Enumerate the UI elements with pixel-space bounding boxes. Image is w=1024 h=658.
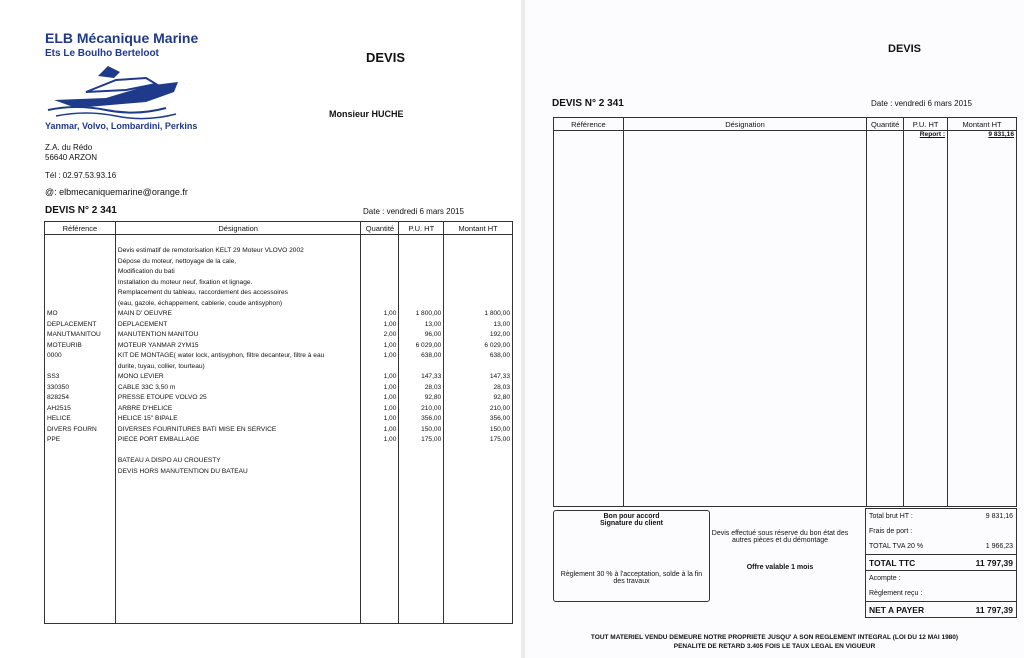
- table-header-row-page-2: [554, 118, 1017, 131]
- cell-pu: [399, 235, 444, 246]
- approval-box: [553, 510, 710, 602]
- cell-qty: [361, 277, 399, 288]
- cell-designation: PIECE PORT EMBALLAGE: [115, 435, 361, 446]
- col-header-unit-price: P.U. HT: [399, 222, 444, 235]
- totals-value: 11 797,39: [975, 604, 1013, 615]
- offer-validity: Offre valable 1 mois: [746, 564, 814, 571]
- cell-amount: 356,00: [444, 414, 513, 425]
- company-name: ELB Mécanique Marine: [45, 30, 199, 46]
- cell-amount: [444, 445, 513, 456]
- cell-ref: [45, 361, 116, 372]
- signature-label: Signature du client: [599, 520, 663, 527]
- cell-ref: AH2515: [45, 403, 116, 414]
- cell-amount: [444, 246, 513, 257]
- cell-amount: [444, 361, 513, 372]
- totals-row: [866, 539, 1017, 555]
- cell-ref: MO: [45, 309, 116, 320]
- cell-designation: Dépose du moteur, nettoyage de la cale,: [115, 256, 361, 267]
- cell-designation: MOTEUR YANMAR 2YM15: [115, 340, 361, 351]
- cell-ref: 330350: [45, 382, 116, 393]
- col-header-designation: Désignation: [115, 222, 361, 235]
- totals-label: Acompte :: [869, 575, 901, 582]
- items-table-page-2: [553, 117, 1017, 507]
- cell-pu: 13,00: [399, 319, 444, 330]
- cell-pu: 638,00: [399, 351, 444, 362]
- address-line-2: 56640 ARZON: [45, 153, 98, 162]
- cell-amount: [444, 235, 513, 246]
- cell-qty: 1,00: [361, 435, 399, 446]
- table-row: [45, 435, 513, 446]
- footer-penalty: PENALITE DE RETARD 3.405 FOIS LE TAUX LEGAL EN VIGUEUR: [673, 643, 876, 650]
- cell-qty: 2,00: [361, 330, 399, 341]
- cell-pu: 6 029,00: [399, 340, 444, 351]
- cell-qty: [361, 456, 399, 467]
- cell-designation: Installation du moteur neuf, fixation et lignage.: [115, 277, 361, 288]
- col-header-amount-p2: Montant HT: [948, 118, 1017, 131]
- table-row: [45, 403, 513, 414]
- cell-designation: MONO LEVIER: [115, 372, 361, 383]
- cell-amount: [444, 256, 513, 267]
- cell-qty: [361, 298, 399, 309]
- cell-amount: 150,00: [444, 424, 513, 435]
- cell-designation: BATEAU A DISPO AU CROUESTY: [115, 456, 361, 467]
- totals-label: Total brut HT :: [869, 513, 913, 520]
- cell-amount: 6 029,00: [444, 340, 513, 351]
- cell-designation: Remplacement du tableau, raccordement des accessoires: [115, 288, 361, 299]
- cell-pu: [399, 445, 444, 456]
- totals-label: TOTAL TTC: [869, 557, 916, 568]
- totals-label: NET A PAYER: [869, 604, 925, 615]
- cell-ref: HELICE: [45, 414, 116, 425]
- totals-value: 9 831,16: [985, 513, 1013, 520]
- cell-designation: DEPLACEMENT: [115, 319, 361, 330]
- col-header-amount: Montant HT: [444, 222, 513, 235]
- cell-ref: 0000: [45, 351, 116, 362]
- cell-designation: HELICE 15" BIPALE: [115, 414, 361, 425]
- totals-value: [954, 524, 1017, 539]
- cell-pu: [399, 277, 444, 288]
- cell-amount: 192,00: [444, 330, 513, 341]
- report-value: 9 831,16: [948, 131, 1017, 142]
- cell-pu: 28,03: [399, 382, 444, 393]
- reserve-note: Devis effectué sous réserve du bon état des autres pièces et du démontage: [711, 530, 849, 544]
- cell-qty: 1,00: [361, 309, 399, 320]
- cell-amount: [444, 288, 513, 299]
- cell-pu: 147,33: [399, 372, 444, 383]
- cell-amount: [444, 277, 513, 288]
- col-header-quantity-p2: Quantité: [867, 118, 904, 131]
- col-header-quantity: Quantité: [361, 222, 399, 235]
- cell-pu: [399, 456, 444, 467]
- cell-amount: [444, 298, 513, 309]
- cell-qty: [361, 235, 399, 246]
- table-row: [45, 466, 513, 477]
- table-row: [45, 340, 513, 351]
- table-row: [45, 372, 513, 383]
- table-row: [45, 319, 513, 330]
- cell-designation: PRESSE ETOUPE VOLVO 25: [115, 393, 361, 404]
- cell-qty: [361, 288, 399, 299]
- table-row: [45, 235, 513, 246]
- cell-ref: [45, 267, 116, 278]
- cell-ref: [45, 256, 116, 267]
- totals-row: [866, 555, 1017, 571]
- table-row: [45, 246, 513, 257]
- cell-designation: MANUTENTION MANITOU: [115, 330, 361, 341]
- totals-value: 11 797,39: [975, 557, 1013, 568]
- cell-pu: [399, 246, 444, 257]
- cell-designation: CABLE 33C 3,50 m: [115, 382, 361, 393]
- cell-amount: 638,00: [444, 351, 513, 362]
- cell-ref: [45, 456, 116, 467]
- company-brands: Yanmar, Volvo, Lombardini, Perkins: [45, 121, 198, 131]
- cell-ref: [45, 246, 116, 257]
- totals-label: TOTAL TVA 20 %: [869, 543, 924, 550]
- cell-pu: 92,80: [399, 393, 444, 404]
- devis-number-page-2: DEVIS N° 2 341: [552, 98, 624, 109]
- devis-date: Date : vendredi 6 mars 2015: [363, 207, 464, 216]
- cell-amount: [444, 466, 513, 477]
- cell-pu: 356,00: [399, 414, 444, 425]
- cell-pu: 150,00: [399, 424, 444, 435]
- address-line-1: Z.A. du Rédo: [45, 143, 93, 152]
- footer-ownership: TOUT MATERIEL VENDU DEMEURE NOTRE PROPRIETE JUSQU' A SON REGLEMENT INTEGRAL (LOI DU 12 MAI 1980): [590, 634, 959, 641]
- totals-value: [954, 571, 1017, 587]
- cell-amount: 28,03: [444, 382, 513, 393]
- table-row: [45, 361, 513, 372]
- totals-row: [866, 586, 1017, 602]
- devis-number: DEVIS N° 2 341: [45, 205, 117, 216]
- cell-ref: [45, 277, 116, 288]
- table-row: [45, 445, 513, 456]
- cell-designation: durite, tuyau, collier, tourteau): [115, 361, 361, 372]
- devis-date-page-2: Date : vendredi 6 mars 2015: [871, 99, 972, 108]
- cell-ref: [45, 298, 116, 309]
- cell-designation: (eau, gazole, échappement, cablerie, coude antisyphon): [115, 298, 361, 309]
- cell-amount: 1 800,00: [444, 309, 513, 320]
- cell-designation: KIT DE MONTAGE( water lock, antisyphon, filtre decanteur, filtre à eau: [115, 351, 361, 362]
- totals-row: [866, 509, 1017, 525]
- cell-ref: [45, 235, 116, 246]
- table-filler-row: [45, 477, 513, 624]
- cell-qty: [361, 267, 399, 278]
- cell-qty: [361, 256, 399, 267]
- report-row: [554, 131, 1017, 142]
- cell-qty: [361, 466, 399, 477]
- cell-qty: 1,00: [361, 340, 399, 351]
- totals-row: [866, 524, 1017, 539]
- col-header-designation-p2: Désignation: [623, 118, 866, 131]
- cell-pu: 1 800,00: [399, 309, 444, 320]
- cell-amount: 13,00: [444, 319, 513, 330]
- phone-number: Tél : 02.97.53.93.16: [45, 171, 117, 180]
- cell-pu: [399, 466, 444, 477]
- table-row: [45, 277, 513, 288]
- table-row: [45, 393, 513, 404]
- cell-ref: DIVERS FOURN: [45, 424, 116, 435]
- table-header-row: [45, 222, 513, 235]
- cell-ref: DEPLACEMENT: [45, 319, 116, 330]
- totals-label: Règlement reçu :: [869, 590, 923, 597]
- cell-qty: 1,00: [361, 403, 399, 414]
- cell-pu: 96,00: [399, 330, 444, 341]
- table-row: [45, 456, 513, 467]
- cell-ref: [45, 288, 116, 299]
- cell-qty: 1,00: [361, 382, 399, 393]
- report-label: Report :: [904, 131, 948, 142]
- approval-title: Bon pour accord: [603, 513, 660, 520]
- cell-qty: 1,00: [361, 393, 399, 404]
- cell-qty: [361, 246, 399, 257]
- cell-designation: DIVERSES FOURNITURES BATI MISE EN SERVICE: [115, 424, 361, 435]
- totals-row: [866, 602, 1017, 618]
- document-title-page-2: DEVIS: [888, 43, 922, 55]
- cell-ref: PPE: [45, 435, 116, 446]
- cell-qty: [361, 361, 399, 372]
- boat-logo-icon: [46, 62, 186, 120]
- table-row: [45, 288, 513, 299]
- table-row: [45, 330, 513, 341]
- document-title: DEVIS: [366, 50, 406, 65]
- cell-qty: 1,00: [361, 372, 399, 383]
- company-subtitle: Ets Le Boulho Berteloot: [45, 48, 159, 59]
- cell-amount: 210,00: [444, 403, 513, 414]
- table-row: [45, 267, 513, 278]
- cell-designation: ARBRE D'HELICE: [115, 403, 361, 414]
- cell-designation: Modification du bati: [115, 267, 361, 278]
- payment-terms: Règlement 30 % à l'acceptation, solde à la fin des travaux: [560, 571, 703, 585]
- cell-qty: 1,00: [361, 424, 399, 435]
- table-row: [45, 298, 513, 309]
- cell-ref: SS3: [45, 372, 116, 383]
- cell-ref: MOTEURIB: [45, 340, 116, 351]
- totals-value: [954, 586, 1017, 602]
- table-row: [45, 309, 513, 320]
- totals-table: [865, 508, 1017, 618]
- cell-pu: [399, 267, 444, 278]
- cell-amount: 92,80: [444, 393, 513, 404]
- table-row: [45, 414, 513, 425]
- cell-designation: Devis estimatif de remotorisation KELT 29 Moteur VLOVO 2002: [115, 246, 361, 257]
- cell-pu: [399, 256, 444, 267]
- cell-amount: 175,00: [444, 435, 513, 446]
- cell-designation: DEVIS HORS MANUTENTION DU BATEAU: [115, 466, 361, 477]
- cell-qty: 1,00: [361, 351, 399, 362]
- cell-amount: 147,33: [444, 372, 513, 383]
- totals-label: Frais de port :: [869, 528, 913, 535]
- totals-value: 1 966,23: [985, 543, 1013, 550]
- cell-pu: [399, 288, 444, 299]
- cell-ref: [45, 445, 116, 456]
- cell-ref: MANUTMANITOU: [45, 330, 116, 341]
- cell-designation: [115, 235, 361, 246]
- cell-amount: [444, 456, 513, 467]
- col-header-reference: Référence: [45, 222, 116, 235]
- cell-qty: 1,00: [361, 319, 399, 330]
- email-address: @: elbmecaniquemarine@orange.fr: [45, 187, 188, 197]
- table-row: [45, 351, 513, 362]
- quote-page-2: [525, 0, 1024, 658]
- cell-pu: 210,00: [399, 403, 444, 414]
- cell-ref: 828254: [45, 393, 116, 404]
- cell-ref: [45, 466, 116, 477]
- cell-pu: [399, 298, 444, 309]
- cell-designation: [115, 445, 361, 456]
- items-table: [44, 221, 513, 624]
- client-name: Monsieur HUCHE: [329, 109, 404, 119]
- cell-pu: [399, 361, 444, 372]
- cell-qty: 1,00: [361, 414, 399, 425]
- table-row: [45, 424, 513, 435]
- cell-pu: 175,00: [399, 435, 444, 446]
- table-row: [45, 256, 513, 267]
- col-header-reference-p2: Référence: [554, 118, 624, 131]
- cell-qty: [361, 445, 399, 456]
- totals-row: [866, 571, 1017, 587]
- cell-designation: MAIN D' OEUVRE: [115, 309, 361, 320]
- col-header-unit-price-p2: P.U. HT: [904, 118, 948, 131]
- cell-amount: [444, 267, 513, 278]
- table-row: [45, 382, 513, 393]
